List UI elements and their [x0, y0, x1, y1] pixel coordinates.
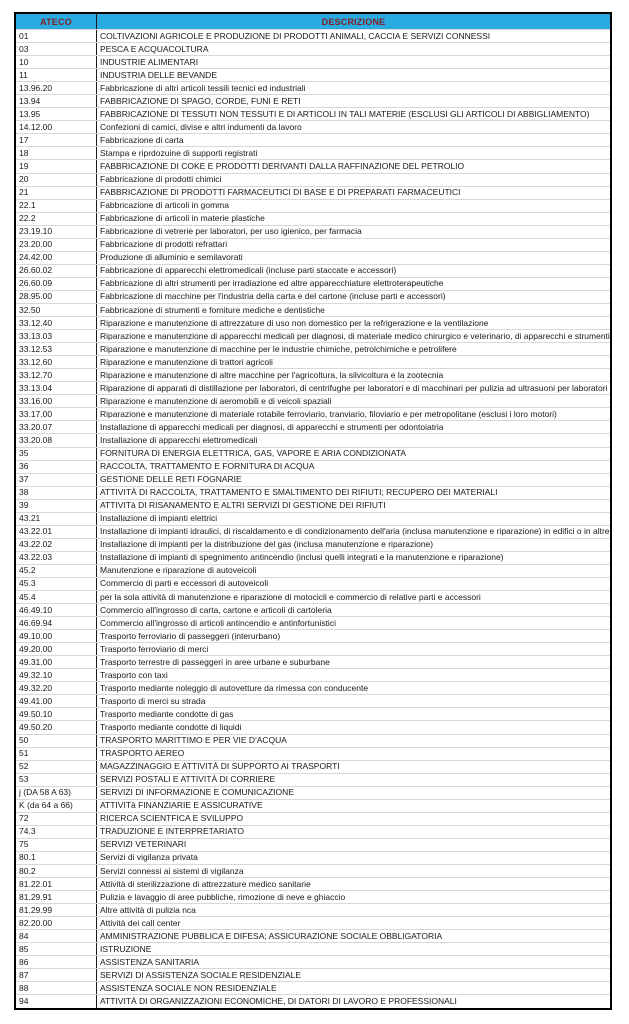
table-row	[16, 433, 610, 446]
table-row	[16, 577, 610, 590]
description-cell: Trasporto di merci su strada	[100, 695, 206, 706]
ateco-code-cell: 43.22.03	[16, 552, 97, 564]
description-cell: Commercio di parti e eccessori di autoveicoli	[100, 578, 269, 589]
description-cell: ATTIVITÀ DI RACCOLTA, TRATTAMENTO E SMALTIMENTO DEI RIFIUTI; RECUPERO DEI MATERIALI	[100, 487, 498, 498]
table-row	[16, 981, 610, 994]
description-cell: MAGAZZINAGGIO E ATTIVITÀ DI SUPPORTO AI TRASPORTI	[100, 761, 340, 772]
ateco-code-cell: 80.1	[16, 852, 97, 864]
ateco-code-cell: 32.50	[16, 304, 97, 316]
description-cell: INDUSTRIA DELLE BEVANDE	[100, 69, 217, 80]
ateco-code-cell: 49.32.10	[16, 669, 97, 681]
ateco-code-cell: 33.12.53	[16, 343, 97, 355]
table-row	[16, 473, 610, 486]
table-row	[16, 420, 610, 433]
ateco-table	[14, 12, 612, 1010]
ateco-code-cell: 13.96.20	[16, 82, 97, 94]
description-cell: Fabbricazione di articoli in materie plastiche	[100, 213, 265, 224]
description-cell: Installazione di impianti per la distribuzione del gas (inclusa manutenzione e riparazione)	[100, 539, 434, 550]
description-cell: Riparazione e manutenzione di altre macchine per l'agricoltura, la silvicoltura e la zootecnia	[100, 369, 444, 380]
ateco-code-cell: 35	[16, 448, 97, 460]
table-row	[16, 994, 610, 1007]
description-cell: Fabbricazione di carta	[100, 134, 184, 145]
description-cell: FORNITURA DI ENERGIA ELETTRICA, GAS, VAPORE E ARIA CONDIZIONATA	[100, 448, 407, 459]
ateco-code-cell: 33.12.40	[16, 317, 97, 329]
ateco-code-cell: 49.10.00	[16, 630, 97, 642]
table-row	[16, 942, 610, 955]
description-cell: Altre attività di pulizia nca	[100, 904, 196, 915]
description-cell: Trasporto mediante condotte di gas	[100, 708, 234, 719]
table-row	[16, 355, 610, 368]
table-row	[16, 838, 610, 851]
description-cell: Riparazione e manutenzione di attrezzature di uso non domestico per la refrigerazione e la ventilazione	[100, 317, 489, 328]
table-row	[16, 799, 610, 812]
table-row	[16, 159, 610, 172]
table-row	[16, 381, 610, 394]
description-cell: FABBRICAZIONE DI COKE E PRODOTTI DERIVANTI DALLA RAFFINAZIONE DEL PETROLIO	[100, 160, 465, 171]
ateco-code-cell: 14.12.00	[16, 121, 97, 133]
description-cell: SERVIZI VETERINARI	[100, 839, 187, 850]
table-row	[16, 94, 610, 107]
description-cell: ATTIVITÀ DI ORGANIZZAZIONI ECONOMICHE, DI DATORI DI LAVORO E PROFESSIONALI	[100, 995, 457, 1006]
table-row	[16, 590, 610, 603]
ateco-code-cell: 75	[16, 839, 97, 851]
description-cell: Trasporto mediante noleggio di autovetture da rimessa con conducente	[100, 682, 369, 693]
table-row	[16, 499, 610, 512]
description-cell: RICERCA SCIENTFICA E SVILUPPO	[100, 813, 244, 824]
table-row	[16, 512, 610, 525]
ateco-code-cell: 19	[16, 160, 97, 172]
table-row	[16, 538, 610, 551]
description-cell: GESTIONE DELLE RETI FOGNARIE	[100, 474, 242, 485]
description-cell: SERVIZI POSTALI E ATTIVITÀ DI CORRIERE	[100, 774, 276, 785]
ateco-code-cell: 49.20.00	[16, 643, 97, 655]
description-cell: Confezioni di camici, divise e altri indumenti da lavoro	[100, 121, 302, 132]
table-row	[16, 29, 610, 42]
table-row	[16, 342, 610, 355]
ateco-code-cell: 49.50.10	[16, 708, 97, 720]
ateco-code-cell: 53	[16, 774, 97, 786]
ateco-code-cell: 81.29.99	[16, 904, 97, 916]
header-cell-descrizione: DESCRIZIONE	[321, 16, 386, 27]
description-cell: Fabbricazione di apparecchi elettromedicali (incluse parti staccate e accessori)	[100, 265, 397, 276]
ateco-code-cell: 33.17.00	[16, 408, 97, 420]
description-cell: ISTRUZIONE	[100, 943, 152, 954]
ateco-code-cell: 17	[16, 134, 97, 146]
ateco-code-cell: 46.49.10	[16, 604, 97, 616]
description-cell: SERVIZI DI ASSISTENZA SOCIALE RESIDENZIALE	[100, 969, 302, 980]
ateco-code-cell: 43.22.01	[16, 526, 97, 538]
description-cell: Installazione di impianti idraulici, di riscaldamento e di condizionamento dell'aria (inclusa manutenzione e riparazione) in edifici o in altre	[100, 526, 610, 537]
table-row	[16, 812, 610, 825]
ateco-code-cell: 22.1	[16, 200, 97, 212]
table-row	[16, 447, 610, 460]
ateco-code-cell: j (DA 58 A 63)	[16, 787, 97, 799]
table-row	[16, 303, 610, 316]
table-row	[16, 120, 610, 133]
ateco-code-cell: 81.22.01	[16, 878, 97, 890]
description-cell: Installazione di apparecchi elettromedicali	[100, 434, 258, 445]
table-row	[16, 864, 610, 877]
table-row	[16, 42, 610, 55]
ateco-code-cell: 21	[16, 187, 97, 199]
description-cell: Installazione di apparecchi medicali per diagnosi, di apparecchi e strumenti per odontoiatria	[100, 421, 444, 432]
ateco-code-cell: 33.12.70	[16, 369, 97, 381]
ateco-code-cell: 01	[16, 30, 97, 42]
description-cell: ATTIVITà FINANZIARIE E ASSICURATIVE	[100, 800, 263, 811]
ateco-code-cell: 22.2	[16, 213, 97, 225]
ateco-code-cell: 33.13.03	[16, 330, 97, 342]
ateco-code-cell: 28.95.00	[16, 291, 97, 303]
table-row	[16, 668, 610, 681]
description-cell: ASSISTENZA SOCIALE NON RESIDENZIALE	[100, 982, 277, 993]
table-row	[16, 186, 610, 199]
table-row	[16, 394, 610, 407]
description-cell: TRASPORTO MARITTIMO E PER VIE D'ACQUA	[100, 735, 287, 746]
table-row	[16, 199, 610, 212]
ateco-code-cell: 52	[16, 761, 97, 773]
ateco-code-cell: 45.3	[16, 578, 97, 590]
table-row	[16, 694, 610, 707]
table-row	[16, 681, 610, 694]
description-cell: TRASPORTO AEREO	[100, 748, 185, 759]
ateco-code-cell: 94	[16, 995, 97, 1007]
ateco-code-cell: 33.13.04	[16, 382, 97, 394]
table-row	[16, 251, 610, 264]
ateco-code-cell: 82.20.00	[16, 917, 97, 929]
ateco-code-cell: 88	[16, 982, 97, 994]
description-cell: Manutenzione e riparazione di autoveicoli	[100, 565, 257, 576]
table-header-row	[16, 14, 610, 29]
ateco-code-cell: 49.41.00	[16, 695, 97, 707]
description-cell: AMMINISTRAZIONE PUBBLICA E DIFESA; ASSICURAZIONE SOCIALE OBBLIGATORIA	[100, 930, 443, 941]
description-cell: Riparazione e manutenzione di trattori agricoli	[100, 356, 273, 367]
ateco-code-cell: 37	[16, 474, 97, 486]
ateco-code-cell: 13.95	[16, 108, 97, 120]
table-row	[16, 616, 610, 629]
table-row	[16, 825, 610, 838]
description-cell: Pulizia e lavaggio di aree pubbliche, rimozione di neve e ghiaccio	[100, 891, 346, 902]
ateco-code-cell: K (da 64 a 66)	[16, 800, 97, 812]
table-row	[16, 773, 610, 786]
table-row	[16, 903, 610, 916]
table-row	[16, 707, 610, 720]
ateco-code-cell: 26.60.02	[16, 265, 97, 277]
table-row	[16, 264, 610, 277]
ateco-code-cell: 51	[16, 748, 97, 760]
ateco-code-cell: 39	[16, 500, 97, 512]
description-cell: Commercio all'ingrosso di articoli antincendio e antinfortunistici	[100, 617, 336, 628]
table-row	[16, 55, 610, 68]
description-cell: FABBRICAZIONE DI PRODOTTI FARMACEUTICI DI BASE E DI PREPARATI FARMACEUTICI	[100, 187, 461, 198]
table-row	[16, 603, 610, 616]
table-row	[16, 642, 610, 655]
description-cell: SERVIZI DI INFORMAZIONE E COMUNICAZIONE	[100, 787, 294, 798]
ateco-code-cell: 49.32.20	[16, 682, 97, 694]
table-row	[16, 146, 610, 159]
table-row	[16, 107, 610, 120]
table-row	[16, 81, 610, 94]
description-cell: PESCA E ACQUACOLTURA	[100, 43, 209, 54]
ateco-code-cell: 33.20.08	[16, 434, 97, 446]
ateco-code-cell: 43.21	[16, 513, 97, 525]
description-cell: Stampa e riprdozuine di supporti registrati	[100, 147, 258, 158]
description-cell: per la sola attività di manutenzione e riparazione di motocicli e commercio di relative parti e accessori	[100, 591, 481, 602]
ateco-code-cell: 43.22.02	[16, 539, 97, 551]
table-row	[16, 734, 610, 747]
description-cell: Fabbricazione di prodotti chimici	[100, 174, 222, 185]
table-row	[16, 877, 610, 890]
ateco-code-cell: 18	[16, 147, 97, 159]
table-row	[16, 955, 610, 968]
ateco-code-cell: 03	[16, 43, 97, 55]
table-row	[16, 564, 610, 577]
description-cell: ATTIVITà DI RISANAMENTO E ALTRI SERVIZI DI GESTIONE DEI RIFIUTI	[100, 500, 386, 511]
ateco-code-cell: 26.60.09	[16, 278, 97, 290]
description-cell: TRADUZIONE E INTERPRETARIATO	[100, 826, 245, 837]
table-row	[16, 225, 610, 238]
description-cell: RACCOLTA, TRATTAMENTO E FORNITURA DI ACQUA	[100, 461, 315, 472]
table-row	[16, 786, 610, 799]
table-row	[16, 316, 610, 329]
description-cell: Trasporto mediante condotte di liquidi	[100, 722, 242, 732]
table-row	[16, 290, 610, 303]
description-cell: Fabbricazione di strumenti e forniture mediche e dentistiche	[100, 304, 325, 315]
table-row	[16, 525, 610, 538]
ateco-code-cell: 36	[16, 461, 97, 473]
table-body	[16, 29, 610, 1008]
ateco-code-cell: 50	[16, 735, 97, 747]
ateco-code-cell: 20	[16, 174, 97, 186]
table-row	[16, 368, 610, 381]
description-cell: Installazione di impianti di spegnimento antincendio (inclusi quelli integrati e la manutenzione e riparazione)	[100, 552, 504, 563]
description-cell: Riparazione e manutenzione di aeromobili e di veicoli spaziali	[100, 395, 332, 406]
table-row	[16, 460, 610, 473]
description-cell: INDUSTRIE ALIMENTARI	[100, 56, 199, 67]
description-cell: Attività dei call center	[100, 917, 181, 928]
table-row	[16, 720, 610, 733]
table-row	[16, 968, 610, 981]
table-row	[16, 851, 610, 864]
description-cell: Trasporto con taxi	[100, 669, 168, 680]
table-row	[16, 238, 610, 251]
ateco-code-cell: 46.69.94	[16, 617, 97, 629]
description-cell: Trasporto ferroviario di merci	[100, 643, 209, 654]
ateco-code-cell: 80.2	[16, 865, 97, 877]
description-cell: Riparazione e manutenzione di macchine per le industrie chimiche, petrolchimiche e petrolifere	[100, 343, 457, 354]
ateco-code-cell: 81.29.91	[16, 891, 97, 903]
table-row	[16, 212, 610, 225]
table-row	[16, 760, 610, 773]
table-row	[16, 68, 610, 81]
description-cell: Commercio all'ingrosso di carta, cartone e articoli di cartoleria	[100, 604, 332, 615]
ateco-code-cell: 84	[16, 930, 97, 942]
table-row	[16, 747, 610, 760]
ateco-code-cell: 33.16.00	[16, 395, 97, 407]
ateco-code-cell: 86	[16, 956, 97, 968]
description-cell: Servizi connessi ai sistemi di vigilanza	[100, 865, 244, 876]
header-cell-ateco: ATECO	[16, 14, 97, 29]
description-cell: Riparazione e manutenzione di apparecchi medicali per diagnosi, di materiale medico chirurgico e veterinario, di apparecchi e strumenti	[100, 330, 610, 341]
ateco-code-cell: 45.4	[16, 591, 97, 603]
description-cell: Fabbricazione di altri strumenti per irradiazione ed altre apparecchiature elettroterapeutiche	[100, 278, 444, 289]
ateco-code-cell: 49.50.20	[16, 721, 97, 733]
ateco-code-cell: 45.2	[16, 565, 97, 577]
ateco-code-cell: 72	[16, 813, 97, 825]
description-cell: Fabbricazione di articoli in gomma	[100, 200, 229, 211]
ateco-code-cell: 33.20.07	[16, 421, 97, 433]
description-cell: Servizi di vigilanza privata	[100, 852, 198, 863]
description-cell: FABBRICAZIONE DI TESSUTI NON TESSUTI E DI ARTICOLI IN TALI MATERIE (ESCLUSI GLI ARTICOLI DI ABBIGLIAMENTO)	[100, 108, 590, 119]
table-row	[16, 486, 610, 499]
description-cell: Fabbricazione di altri articoli tessili tecnici ed industriali	[100, 82, 306, 93]
description-cell: Trasporto ferroviario di passeggeri (interurbano)	[100, 630, 281, 641]
ateco-code-cell: 38	[16, 487, 97, 499]
description-cell: Attività di sterilizzazione di attrezzature medico sanitarie	[100, 878, 311, 889]
description-cell: ASSISTENZA SANITARIA	[100, 956, 200, 967]
table-row	[16, 551, 610, 564]
table-row	[16, 277, 610, 290]
ateco-code-cell: 23.19.10	[16, 226, 97, 238]
table-row	[16, 916, 610, 929]
ateco-code-cell: 10	[16, 56, 97, 68]
ateco-code-cell: 11	[16, 69, 97, 81]
description-cell: Installazione di impianti elettrici	[100, 513, 218, 524]
ateco-code-cell: 87	[16, 969, 97, 981]
table-row	[16, 890, 610, 903]
ateco-code-cell: 33.12.60	[16, 356, 97, 368]
table-row	[16, 629, 610, 642]
table-row	[16, 407, 610, 420]
ateco-code-cell: 49.31.00	[16, 656, 97, 668]
description-cell: FABBRICAZIONE DI SPAGO, CORDE, FUNI E RETI	[100, 95, 301, 106]
table-row	[16, 329, 610, 342]
description-cell: Riparazione di apparati di distillazione per laboratori, di centrifughe per laboratori e di macchinari per pulizia ad ultrasuoni per laboratori	[100, 382, 608, 393]
description-cell: Fabbricazione di macchine per l'industria della carta e del cartone (incluse parti e accessori)	[100, 291, 446, 302]
table-row	[16, 173, 610, 186]
ateco-code-cell: 13.94	[16, 95, 97, 107]
table-row	[16, 655, 610, 668]
ateco-code-cell: 23.20.00	[16, 239, 97, 251]
table-row	[16, 929, 610, 942]
description-cell: Fabbricazione di vetrerie per laboratori, per uso igienico, per farmacia	[100, 226, 362, 237]
ateco-code-cell: 24.42.00	[16, 252, 97, 264]
table-row	[16, 133, 610, 146]
description-cell: Riparazione e manutenzione di materiale rotabile ferroviario, tranviario, filoviario e per metropolitane (esclusi i loro motori)	[100, 408, 557, 419]
ateco-code-cell: 85	[16, 943, 97, 955]
description-cell: Produzione di alluminio e semilavorati	[100, 252, 243, 263]
description-cell: Trasporto terrestre di passeggeri in aree urbane e suburbane	[100, 656, 330, 667]
ateco-code-cell: 74.3	[16, 826, 97, 838]
description-cell: COLTIVAZIONI AGRICOLE E PRODUZIONE DI PRODOTTI ANIMALI, CACCIA E SERVIZI CONNESSI	[100, 30, 491, 41]
description-cell: Fabbricazione di prodotti refrattari	[100, 239, 228, 250]
